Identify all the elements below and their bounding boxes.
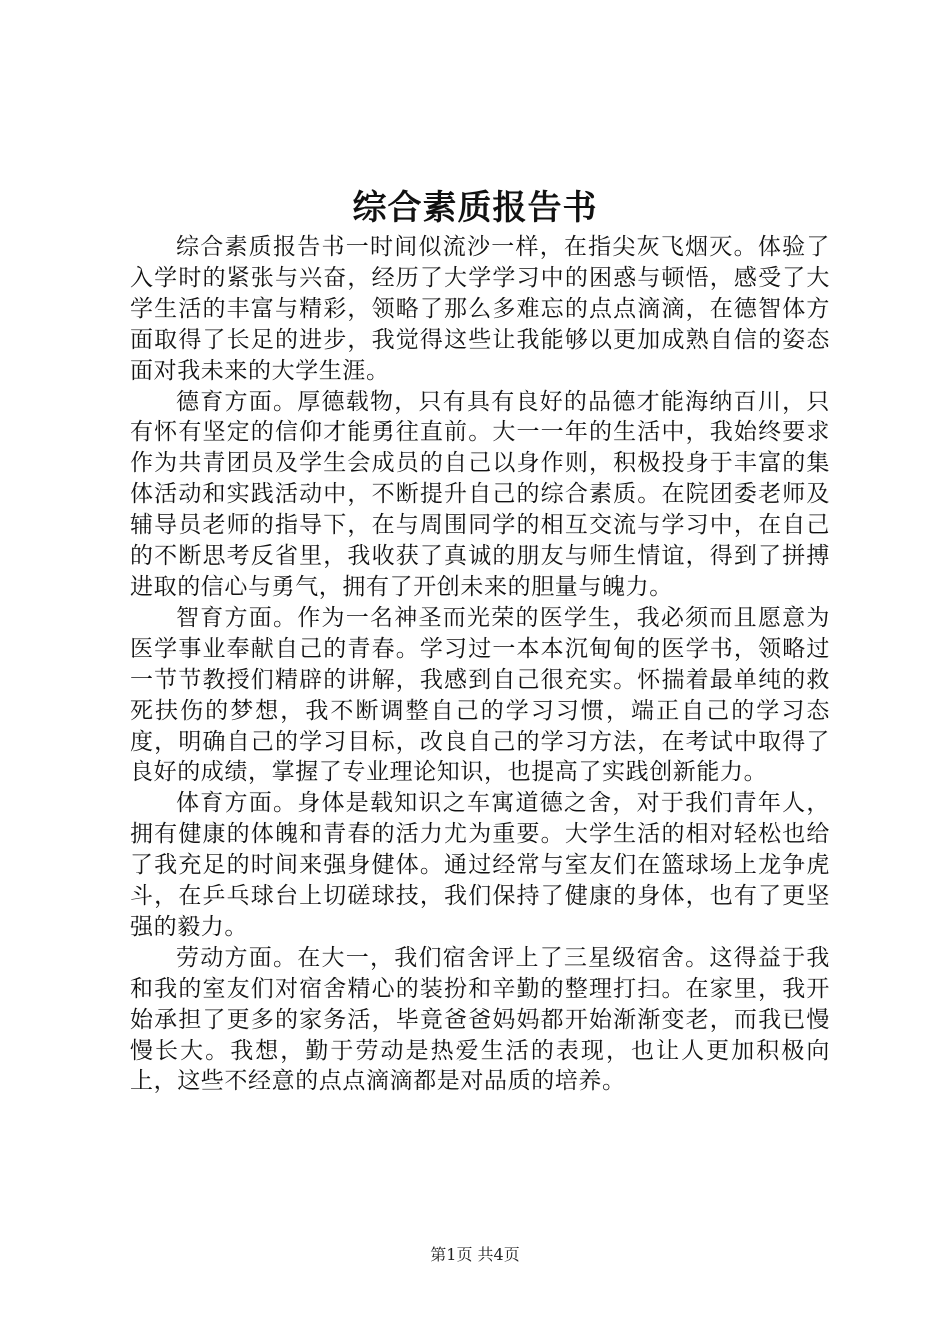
paragraph-moral: 德育方面。厚德载物，只有具有良好的品德才能海纳百川，只有怀有坚定的信仰才能勇往直前。大一一年的生活中，我始终要求作为共青团员及学生会成员的自己以身作则，积极投身于丰富的集体活动和实践活动中，不断提升自己的综合素质。在院团委老师及辅导员老师的指导下，在与周围同学的相互交流与学习中，在自己的不断思考反省里，我收获了真诚的朋友与师生情谊，得到了拼搏进取的信心与勇气，拥有了开创未来的胆量与魄力。: [130, 388, 830, 600]
paragraph-intro: 综合素质报告书一时间似流沙一样，在指尖灰飞烟灭。体验了入学时的紧张与兴奋，经历了大学学习中的困惑与顿悟，感受了大学生活的丰富与精彩，领略了那么多难忘的点点滴滴，在德智体方面取得了长足的进步，我觉得这些让我能够以更加成熟自信的姿态面对我未来的大学生涯。: [130, 234, 830, 384]
paragraph-physical: 体育方面。身体是载知识之车寓道德之舍，对于我们青年人，拥有健康的体魄和青春的活力尤为重要。大学生活的相对轻松也给了我充足的时间来强身健体。通过经常与室友们在篮球场上龙争虎斗，在乒乓球台上切磋球技，我们保持了健康的身体，也有了更坚强的毅力。: [130, 790, 830, 940]
document-body: [130, 232, 830, 1097]
page-number-footer: 第1页 共4页: [430, 1245, 520, 1264]
paragraph-intellectual: 智育方面。作为一名神圣而光荣的医学生，我必须而且愿意为医学事业奉献自己的青春。学习过一本本沉甸甸的医学书，领略过一节节教授们精辟的讲解，我感到自己很充实。怀揣着最单纯的救死扶伤的梦想，我不断调整自己的学习习惯，端正自己的学习态度，明确自己的学习目标，改良自己的学习方法，在考试中取得了良好的成绩，掌握了专业理论知识，也提高了实践创新能力。: [130, 604, 830, 786]
paragraph-labor: 劳动方面。在大一，我们宿舍评上了三星级宿舍。这得益于我和我的室友们对宿舍精心的装扮和辛勤的整理打扫。在家里，我开始承担了更多的家务活，毕竟爸爸妈妈都开始渐渐变老，而我已慢慢长大。我想，勤于劳动是热爱生活的表现，也让人更加积极向上，这些不经意的点点滴滴都是对品质的培养。: [130, 944, 830, 1095]
document-title: 综合素质报告书: [352, 188, 598, 228]
